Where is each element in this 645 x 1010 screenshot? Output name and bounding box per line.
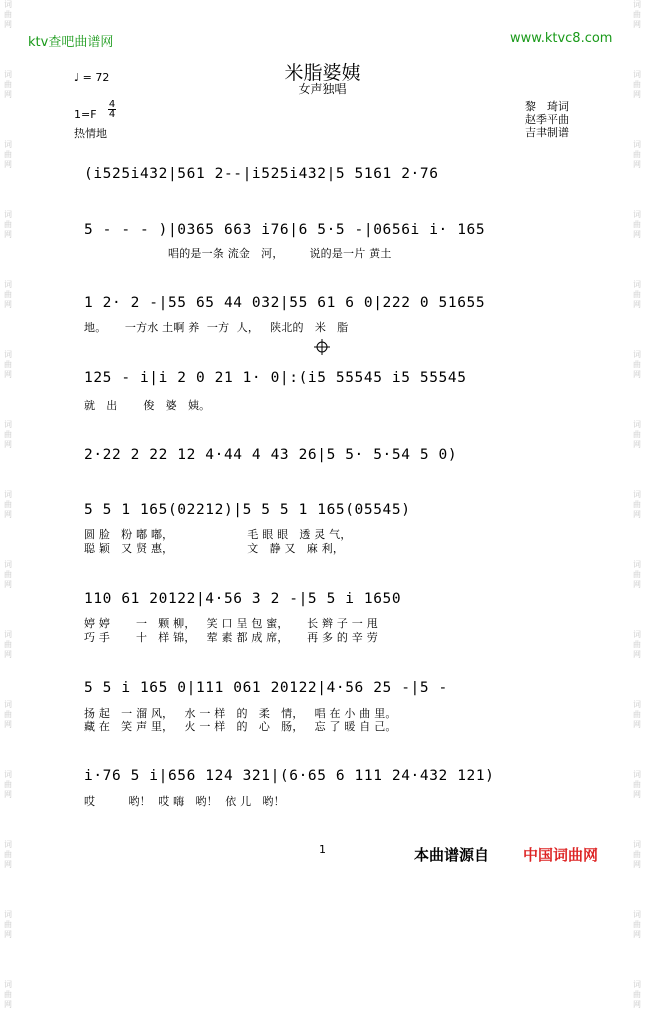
source-site-link[interactable]: 中国词曲网 xyxy=(523,846,599,864)
lyric-line-10: 哎 哟！ 哎 嗨 哟！ 依 儿 哟！ xyxy=(84,795,285,808)
score-line-2: 5 - - - )|0365 663 i76|6 5·5 -|0656i i· 165 xyxy=(84,222,486,238)
source-label: 本曲谱源自 xyxy=(414,846,490,864)
time-signature: 4 4 xyxy=(108,99,116,120)
credits xyxy=(525,100,569,139)
song-title: 米脂婆姨 xyxy=(284,62,361,84)
composer: 赵季平曲 xyxy=(525,113,569,126)
lyric-line-5: 聪 颖 又 贤 惠， 文 静 又 麻 利， xyxy=(84,542,345,555)
lyric-line-6: 婷 婷 一 颗 柳， 笑 口 呈 包 蜜， 长 辫 子 一 甩 xyxy=(84,617,378,630)
lyricist: 黎 琦词 xyxy=(525,100,569,113)
tempo-marking: ♩ = 72 xyxy=(74,71,110,84)
lyric-line-9: 藏 在 笑 声 里， 火 一 样 的 心 肠， 忘 了 暖 自 己。 xyxy=(84,720,397,733)
site-url-right[interactable]: www.ktvc8.com xyxy=(510,31,613,46)
song-subtitle: 女声独唱 xyxy=(298,82,347,96)
score-line-9: i·76 5 i|656 124 321|(6·65 6 111 24·432 121) xyxy=(84,768,495,784)
score-line-8: 5 5 i 165 0|111 061 20122|4·56 25 -|5 - xyxy=(84,680,448,696)
mood-marking: 热情地 xyxy=(74,127,107,140)
right-watermark: 词 曲 网 词 曲 网 词 曲 网 词 曲 网 词 曲 网 词 曲 网 词 曲 网 词 曲 网 词 曲 网 词 曲 网 词 曲 网 词 曲 网 词 曲 网 词 曲 网 词 曲 网 xyxy=(633,0,641,1009)
site-name-left[interactable]: ktv查吧曲谱网 xyxy=(28,35,114,50)
arranger: 吉聿制谱 xyxy=(525,126,569,139)
lyric-line-8: 扬 起 一 溜 风， 水 一 样 的 柔 情， 唱 在 小 曲 里。 xyxy=(84,707,397,720)
coda-sign-icon xyxy=(314,339,330,355)
lyric-line-1: 唱的是一条 流金 河， 说的是一片 黄土 xyxy=(168,247,392,260)
left-watermark: 词 曲 网 词 曲 网 词 曲 网 词 曲 网 词 曲 网 词 曲 网 词 曲 网 词 曲 网 词 曲 网 词 曲 网 词 曲 网 词 曲 网 词 曲 网 词 曲 网 词 曲 网 xyxy=(4,0,12,1009)
lyric-line-3: 就 出 俊 婆 姨。 xyxy=(84,399,211,412)
score-line-1: (i525i432|561 2--|i525i432|5 5161 2·76 xyxy=(84,166,439,182)
score-line-3: 1 2· 2 -|55 65 44 032|55 61 6 0|222 0 51655 xyxy=(84,295,486,311)
lyric-line-7: 巧 手 十 样 锦， 荤 素 都 成 席， 再 多 的 辛 劳 xyxy=(84,631,378,644)
score-line-7: 110 61 20122|4·56 3 2 -|5 5 i 1650 xyxy=(84,591,402,607)
score-line-4: 125 - i|i 2 0 21 1· 0|:(i5 55545 i5 55545 xyxy=(84,370,467,386)
score-line-6: 5 5 1 165(02212)|5 5 5 1 165(05545) xyxy=(84,502,411,518)
lyric-line-2: 地。 一方水 土啊 养 一方 人， 陕北的 米 脂 xyxy=(84,321,349,334)
page-number: 1 xyxy=(319,843,326,856)
lyric-line-4: 圆 脸 粉 嘟 嘟， 毛 眼 眼 透 灵 气， xyxy=(84,528,352,541)
score-line-5: 2·22 2 22 12 4·44 4 43 26|5 5· 5·54 5 0) xyxy=(84,447,458,463)
key-signature: 1=F xyxy=(74,108,97,121)
